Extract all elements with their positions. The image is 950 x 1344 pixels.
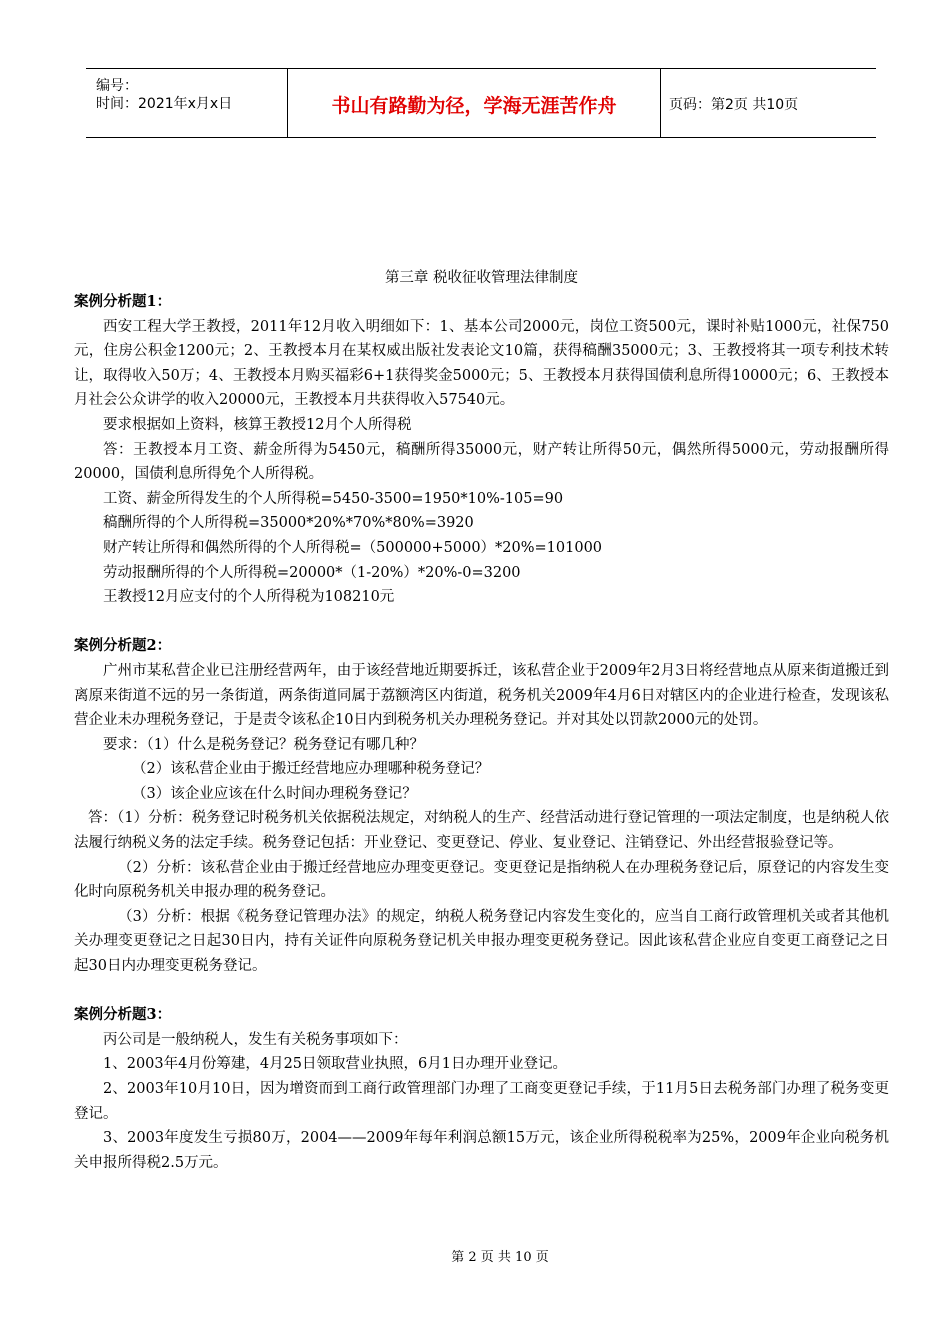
case1-paragraph: 要求根据如上资料，核算王教授12月个人所得税 xyxy=(103,416,412,433)
chapter-title: 第三章 税收征收管理法律制度 xyxy=(384,270,579,286)
spacer xyxy=(74,610,889,635)
case1-paragraph: 工资、薪金所得发生的个人所得税=5450-3500=1950*10%-105=90 xyxy=(103,490,564,507)
spacer xyxy=(74,979,889,1004)
case1-paragraph: 王教授12月应支付的个人所得税为108210元 xyxy=(103,589,395,606)
case3-paragraph: 2、2003年10月10日，因为增资而到工商行政管理部门办理了工商变更登记手续，于11月5日去税务部门办理了税务变更登记。 xyxy=(74,1081,889,1122)
page-header xyxy=(86,68,876,138)
case1-paragraph: 答：王教授本月工资、薪金所得为5450元，稿酬所得35000元，财产转让所得50元，偶然所得5000元，劳动报酬所得20000，国债利息所得免个人所得税。 xyxy=(74,441,889,483)
number-label: 编号： xyxy=(96,78,138,94)
page-footer: 第 2 页 共 10 页 xyxy=(451,1250,549,1265)
header-page-cell xyxy=(661,69,876,137)
case3-paragraph: 丙公司是一般纳税人，发生有关税务事项如下： xyxy=(103,1031,408,1048)
time-label: 时间：2021年x月x日 xyxy=(96,96,233,112)
case2-paragraph: 要求：（1）什么是税务登记？税务登记有哪几种？ xyxy=(103,736,424,753)
case2-heading: 案例分析题2： xyxy=(74,637,172,655)
document-body xyxy=(74,266,889,1175)
case2-paragraph: 答：（1）分析：税务登记时税务机关依据税法规定，对纳税人的生产、经营活动进行登记管理的一项法定制度，也是纳税人依法履行纳税义务的法定手续。税务登记包括：开业登记、变更登记、停业、复业登记、注销登记、外出经营报验登记等。 xyxy=(74,810,889,852)
page-label: 页码：第2页 共10页 xyxy=(669,97,799,113)
header-info-cell xyxy=(86,69,288,137)
case1-paragraph: 劳动报酬所得的个人所得税=20000*（1-20%）*20%-0=3200 xyxy=(103,564,521,581)
motto: 书山有路勤为径，学海无涯苦作舟 xyxy=(331,95,617,117)
case1-paragraph: 稿酬所得的个人所得税=35000*20%*70%*80%=3920 xyxy=(103,515,474,532)
case2-paragraph: （2）该私营企业由于搬迁经营地应办理哪种税务登记？ xyxy=(132,761,490,778)
case3-paragraph: 3、2003年度发生亏损80万，2004——2009年每年利润总额15万元，该企业所得税税率为25%，2009年企业向税务机关申报所得税2.5万元。 xyxy=(74,1130,889,1171)
case1-heading: 案例分析题1： xyxy=(74,293,172,310)
case2-paragraph: （3）分析：根据《税务登记管理办法》的规定，纳税人税务登记内容发生变化的，应当自工商行政管理机关或者其他机关办理变更登记之日起30日内，持有关证件向原税务登记机关申报办理变更税务登记。因此该私营企业应自变更工商登记之日起30日内办理变更税务登记。 xyxy=(74,908,889,975)
case3-paragraph: 1、2003年4月份筹建，4月25日领取营业执照，6月1日办理开业登记。 xyxy=(103,1056,567,1073)
case2-paragraph: （2）分析：该私营企业由于搬迁经营地应办理变更登记。变更登记是指纳税人在办理税务登记后，原登记的内容发生变化时向原税务机关申报办理的税务登记。 xyxy=(74,859,889,901)
header-motto-cell xyxy=(288,69,661,137)
case2-paragraph: （3）该企业应该在什么时间办理税务登记？ xyxy=(132,785,417,802)
case2-paragraph: 广州市某私营企业已注册经营两年，由于该经营地近期要拆迁，该私营企业于2009年2月3日将经营地点从原来街道搬迁到离原来街道不远的另一条街道，两条街道同属于荔额湾区内街道，税务机关2009年4月6日对辖区内的企业进行检查，发现该私营企业未办理税务登记，于是责令该私企10日内到税务机关办理税务登记。并对其处以罚款2000元的处罚。 xyxy=(74,662,889,729)
case3-heading: 案例分析题3： xyxy=(74,1006,172,1024)
case1-paragraph: 西安工程大学王教授，2011年12月收入明细如下：1、基本公司2000元，岗位工资500元，课时补贴1000元，社保750元，住房公积金1200元；2、王教授本月在某权威出版社发表论文10篇，获得稿酬35000元；3、王教授将其一项专利技术转让，取得收入50万；4、王教授本月购买福彩6+1获得奖金5000元；5、王教授本月获得国债利息所得10000元；6、王教授本月社会公众讲学的收入20000元，王教授本月共获得收入57540元。 xyxy=(74,318,889,409)
case1-paragraph: 财产转让所得和偶然所得的个人所得税=（500000+5000）*20%=101000 xyxy=(103,539,603,556)
